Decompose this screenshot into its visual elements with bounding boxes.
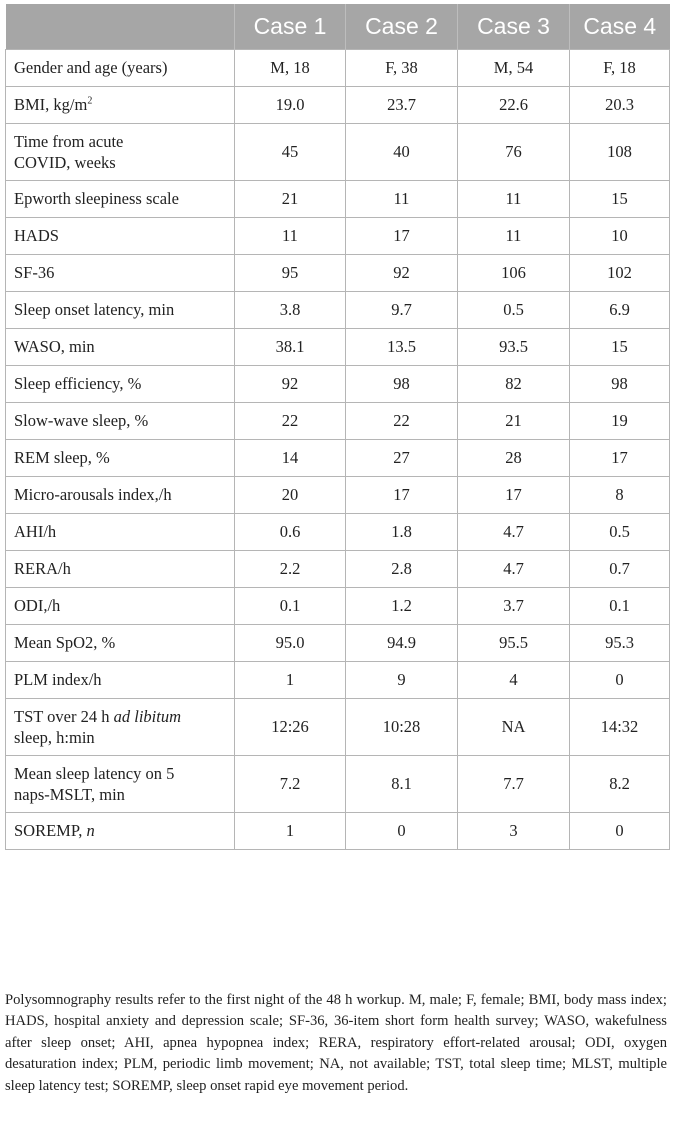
cell-case-2: F, 38 xyxy=(346,50,458,87)
polysomnography-results-table xyxy=(5,4,670,850)
cell-case-3: 4 xyxy=(458,662,570,699)
row-label: Gender and age (years) xyxy=(6,50,235,87)
cell-case-1: 38.1 xyxy=(235,329,346,366)
row-label xyxy=(6,756,235,813)
cell-case-2: 94.9 xyxy=(346,625,458,662)
cell-case-4: 10 xyxy=(570,218,670,255)
table-row xyxy=(6,218,670,255)
cell-case-4: F, 18 xyxy=(570,50,670,87)
cell-case-4: 102 xyxy=(570,255,670,292)
cell-case-4: 0.1 xyxy=(570,588,670,625)
table-row xyxy=(6,292,670,329)
row-label-superscript: 2 xyxy=(87,95,93,107)
row-label-line-1: TST over 24 h xyxy=(14,707,114,726)
cell-case-2: 13.5 xyxy=(346,329,458,366)
row-label: Epworth sleepiness scale xyxy=(6,181,235,218)
row-label-text: BMI, kg/m xyxy=(14,95,88,114)
cell-case-3: 22.6 xyxy=(458,87,570,124)
cell-case-4: 6.9 xyxy=(570,292,670,329)
cell-case-2: 0 xyxy=(346,813,458,850)
cell-case-3: 11 xyxy=(458,181,570,218)
table-row xyxy=(6,87,670,124)
cell-case-1: 21 xyxy=(235,181,346,218)
cell-case-2: 40 xyxy=(346,124,458,181)
row-label: Sleep onset latency, min xyxy=(6,292,235,329)
row-label xyxy=(6,87,235,124)
row-label: Slow-wave sleep, % xyxy=(6,403,235,440)
cell-case-4: 0 xyxy=(570,662,670,699)
cell-case-1: 3.8 xyxy=(235,292,346,329)
cell-case-4: 108 xyxy=(570,124,670,181)
table-row xyxy=(6,181,670,218)
cell-case-2: 17 xyxy=(346,218,458,255)
cell-case-1: 95.0 xyxy=(235,625,346,662)
cell-case-1: 92 xyxy=(235,366,346,403)
table-row xyxy=(6,588,670,625)
cell-case-2: 8.1 xyxy=(346,756,458,813)
cell-case-1: 14 xyxy=(235,440,346,477)
header-case-2: Case 2 xyxy=(346,4,458,50)
cell-case-1: M, 18 xyxy=(235,50,346,87)
row-label-italic: n xyxy=(86,821,95,840)
cell-case-4: 19 xyxy=(570,403,670,440)
row-label: HADS xyxy=(6,218,235,255)
row-label: PLM index/h xyxy=(6,662,235,699)
table-row xyxy=(6,813,670,850)
cell-case-4: 0.7 xyxy=(570,551,670,588)
table-row xyxy=(6,124,670,181)
cell-case-2: 1.8 xyxy=(346,514,458,551)
cell-case-1: 0.1 xyxy=(235,588,346,625)
cell-case-3: 93.5 xyxy=(458,329,570,366)
cell-case-4: 14:32 xyxy=(570,699,670,756)
cell-case-4: 0.5 xyxy=(570,514,670,551)
cell-case-3: NA xyxy=(458,699,570,756)
cell-case-2: 9.7 xyxy=(346,292,458,329)
cell-case-3: 95.5 xyxy=(458,625,570,662)
cell-case-2: 9 xyxy=(346,662,458,699)
table-row xyxy=(6,50,670,87)
cell-case-1: 1 xyxy=(235,813,346,850)
table-row xyxy=(6,440,670,477)
cell-case-1: 22 xyxy=(235,403,346,440)
header-empty xyxy=(6,4,235,50)
row-label: Sleep efficiency, % xyxy=(6,366,235,403)
cell-case-2: 17 xyxy=(346,477,458,514)
cell-case-1: 7.2 xyxy=(235,756,346,813)
cell-case-3: 82 xyxy=(458,366,570,403)
row-label: Mean SpO2, % xyxy=(6,625,235,662)
cell-case-3: 28 xyxy=(458,440,570,477)
row-label-line-2: naps-MSLT, min xyxy=(14,785,125,804)
table-row xyxy=(6,477,670,514)
table-row xyxy=(6,699,670,756)
header-case-4: Case 4 xyxy=(570,4,670,50)
cell-case-1: 12:26 xyxy=(235,699,346,756)
table-footnote: Polysomnography results refer to the first night of the 48 h workup. M, male; F, female; BMI, body mass index; HADS, hospital anxiety and depression scale; SF-36, 36-item short form health survey; WASO, wakefulness after sleep onset; AHI, apnea hypopnea index; RERA, respiratory effort-related arousal; ODI, oxygen desaturation index; PLM, periodic limb movement; NA, not available; TST, total sleep time; MLST, multiple sleep latency test; SOREMP, sleep onset rapid eye movement period. xyxy=(5,992,667,1094)
cell-case-4: 8 xyxy=(570,477,670,514)
cell-case-2: 2.8 xyxy=(346,551,458,588)
cell-case-1: 11 xyxy=(235,218,346,255)
table-row xyxy=(6,329,670,366)
row-label: ODI,/h xyxy=(6,588,235,625)
cell-case-3: 4.7 xyxy=(458,514,570,551)
table-row xyxy=(6,514,670,551)
cell-case-3: 3 xyxy=(458,813,570,850)
table-row xyxy=(6,756,670,813)
cell-case-1: 2.2 xyxy=(235,551,346,588)
cell-case-1: 95 xyxy=(235,255,346,292)
cell-case-4: 98 xyxy=(570,366,670,403)
cell-case-3: 106 xyxy=(458,255,570,292)
cell-case-1: 1 xyxy=(235,662,346,699)
row-label-line-1: Time from acute xyxy=(14,132,124,151)
row-label-line-2: sleep, h:min xyxy=(14,728,95,747)
row-label: Micro-arousals index,/h xyxy=(6,477,235,514)
results-table-container xyxy=(5,4,669,850)
table-row xyxy=(6,403,670,440)
cell-case-3: 17 xyxy=(458,477,570,514)
table-row xyxy=(6,366,670,403)
cell-case-4: 20.3 xyxy=(570,87,670,124)
cell-case-2: 22 xyxy=(346,403,458,440)
cell-case-2: 92 xyxy=(346,255,458,292)
cell-case-4: 15 xyxy=(570,181,670,218)
row-label xyxy=(6,124,235,181)
row-label-text: SOREMP, xyxy=(14,821,87,840)
cell-case-4: 15 xyxy=(570,329,670,366)
cell-case-3: 4.7 xyxy=(458,551,570,588)
row-label-line-1: Mean sleep latency on 5 xyxy=(14,764,175,783)
cell-case-4: 95.3 xyxy=(570,625,670,662)
cell-case-2: 27 xyxy=(346,440,458,477)
row-label xyxy=(6,699,235,756)
row-label xyxy=(6,813,235,850)
cell-case-2: 23.7 xyxy=(346,87,458,124)
cell-case-4: 17 xyxy=(570,440,670,477)
cell-case-1: 0.6 xyxy=(235,514,346,551)
table-header-row xyxy=(6,4,670,50)
cell-case-2: 98 xyxy=(346,366,458,403)
cell-case-3: 21 xyxy=(458,403,570,440)
cell-case-3: 3.7 xyxy=(458,588,570,625)
table-row xyxy=(6,625,670,662)
table-row xyxy=(6,255,670,292)
cell-case-2: 10:28 xyxy=(346,699,458,756)
cell-case-4: 8.2 xyxy=(570,756,670,813)
row-label: RERA/h xyxy=(6,551,235,588)
cell-case-1: 20 xyxy=(235,477,346,514)
cell-case-3: 0.5 xyxy=(458,292,570,329)
cell-case-3: 7.7 xyxy=(458,756,570,813)
cell-case-1: 19.0 xyxy=(235,87,346,124)
cell-case-3: M, 54 xyxy=(458,50,570,87)
cell-case-3: 11 xyxy=(458,218,570,255)
row-label: REM sleep, % xyxy=(6,440,235,477)
header-case-1: Case 1 xyxy=(235,4,346,50)
table-row xyxy=(6,551,670,588)
header-case-3: Case 3 xyxy=(458,4,570,50)
row-label: WASO, min xyxy=(6,329,235,366)
row-label-line-2: COVID, weeks xyxy=(14,153,116,172)
cell-case-1: 45 xyxy=(235,124,346,181)
row-label: SF-36 xyxy=(6,255,235,292)
cell-case-4: 0 xyxy=(570,813,670,850)
table-row xyxy=(6,662,670,699)
row-label: AHI/h xyxy=(6,514,235,551)
row-label-italic: ad libitum xyxy=(113,707,181,726)
cell-case-3: 76 xyxy=(458,124,570,181)
cell-case-2: 11 xyxy=(346,181,458,218)
cell-case-2: 1.2 xyxy=(346,588,458,625)
